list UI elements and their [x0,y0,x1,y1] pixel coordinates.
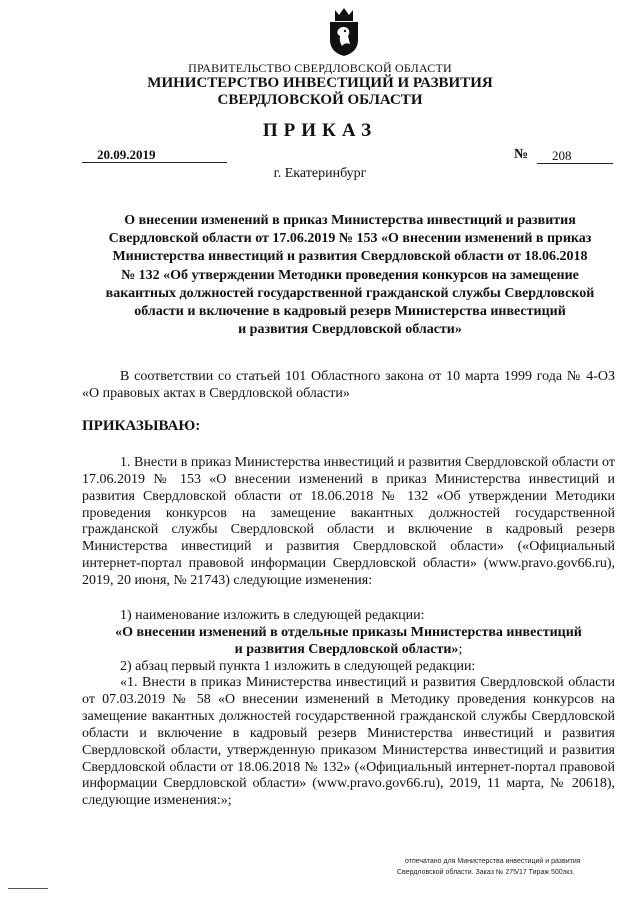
new-title-line2 [82,641,615,658]
order-title [80,212,620,339]
quoted-paragraph: «1. Внести в приказ Министерства инвестиций и развития Свердловской области от 07.03.2019 № 58 «О внесении изменений в Методику проведения конкурсов на замещение вакантных должностей государственной гражданской службы Свердловской области и включение в кадровый резерв Министерства инвестиций и развития Свердловской области, утвержденную приказом Министерства инвестиций и развития Свердловской области от 18.06.2018 № 132» («Официальный интернет-портал правовой информации Свердловской области» (www.pravo.gov66.ru), 2019, 11 марта, № 20618), следующие изменения:»; [82,675,615,809]
printing-note-line2: Свердловской области. Заказ № 275/17 Тираж 500экз. [397,869,575,876]
item-1-paragraph: 1. Внести в приказ Министерства инвестиций и развития Свердловской области от 17.06.2019 № 153 «О внесении изменений в приказ Министерства инвестиций и развития Свердловской области от 18.06.2018 № 132 «Об утверждении Методики проведения конкурсов на замещение вакантных должностей государственной гражданской службы Свердловской области и включение в кадровый резерв Министерства инвестиций и развития Свердловской области» («Официальный интернет-портал правовой информации Свердловской области» (www.pravo.gov66.ru), 2019, 20 июня, № 21743) следующие изменения: [82,455,615,588]
new-title-line2-text: и развития Свердловской области» [234,642,459,657]
order-word: ПРИКАЗЫВАЮ: [82,418,201,434]
document-type: ПРИКАЗ [262,120,378,141]
title-line: области и включение в кадровый резерв Министерства инвестиций [134,304,566,320]
date-underline [82,162,227,163]
government-name: ПРАВИТЕЛЬСТВО СВЕРДЛОВСКОЙ ОБЛАСТИ [188,61,452,75]
order-number: 208 [552,148,572,163]
city: г. Екатеринбург [273,166,367,181]
number-sign: № [514,147,529,162]
new-title-quote [82,624,615,658]
new-title-tail: ; [458,642,463,657]
title-line: Свердловской области от 17.06.2019 № 153 «О внесении изменений в приказ [108,231,592,247]
title-line: № 132 «Об утверждении Методики проведения конкурсов на замещение [121,267,579,283]
ministry-name-line1: МИНИСТЕРСТВО ИНВЕСТИЦИЙ И РАЗВИТИЯ [147,75,493,91]
subitem-2: 2) абзац первый пункта 1 изложить в следующей редакции: [120,659,476,674]
subitem-1: 1) наименование изложить в следующей редакции: [120,608,425,623]
order-date: 20.09.2019 [97,147,156,162]
title-line: Министерства инвестиций и развития Свердловской области от 18.06.2018 [112,249,588,265]
title-line: и развития Свердловской области» [238,322,462,338]
title-line: вакантных должностей государственной гражданской службы Свердловской [105,285,595,301]
ministry-name-line2: СВЕРДЛОВСКОЙ ОБЛАСТИ [217,92,423,108]
number-underline [537,163,613,164]
title-line: О внесении изменений в приказ Министерства инвестиций и развития [124,213,576,228]
coat-of-arms-icon [327,6,361,58]
margin-mark [8,888,48,889]
printing-note-line1: отпечатано для Министерства инвестиций и развития [405,858,581,865]
legal-basis-paragraph: В соответствии со статьей 101 Областного закона от 10 марта 1999 года № 4-ОЗ «О правовых актах в Свердловской области» [82,369,615,401]
new-title-line1: «О внесении изменений в отдельные приказы Министерства инвестиций [115,625,582,640]
